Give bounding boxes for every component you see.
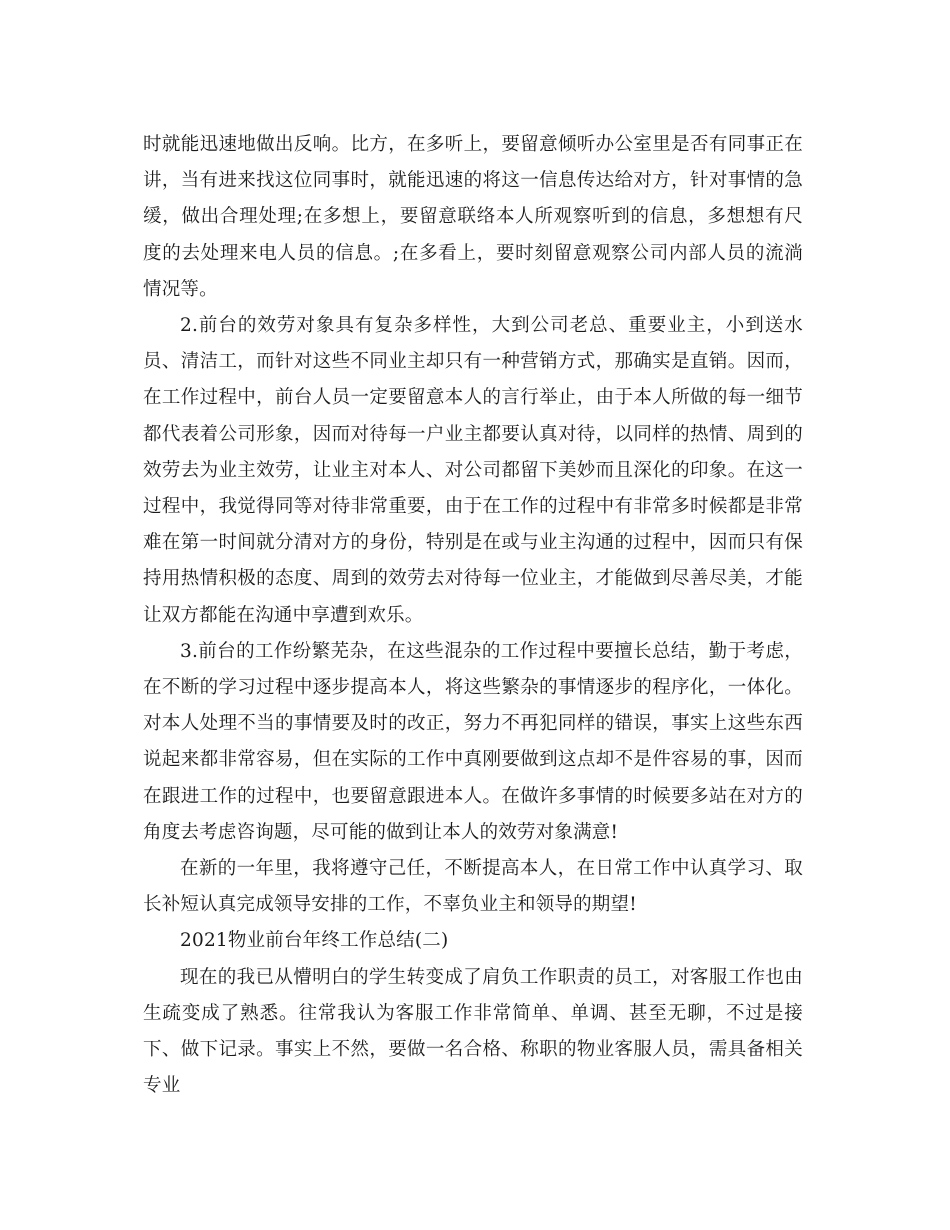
section-heading: 2021物业前台年终工作总结(二) xyxy=(180,930,449,952)
document-body xyxy=(143,127,803,1104)
paragraph-item-3: 3.前台的工作纷繁芜杂，在这些混杂的工作过程中要擅长总结，勤于考虑，在不断的学习过程中逐步提高本人，将这些繁杂的事情逐步的程序化，一体化。对本人处理不当的事情要及时的改正，努力不再犯同样的错误，事实上这些东西说起来都非常容易，但在实际的工作中真刚要做到这点却不是件容易的事，因而在跟进工作的过程中，也要留意跟进本人。在做许多事情的时候要多站在对方的角度去考虑咨询题，尽可能的做到让本人的效劳对象满意! xyxy=(143,640,803,843)
paragraph-continuation: 时就能迅速地做出反响。比方，在多听上，要留意倾听办公室里是否有同事正在讲，当有进来找这位同事时，就能迅速的将这一信息传达给对方，针对事情的急缓，做出合理处理;在多想上，要留意联络本人所观察听到的信息，多想想有尺度的去处理来电人员的信息。;在多看上，要时刻留意观察公司内部人员的流淌情况等。 xyxy=(143,134,803,300)
paragraph-new-year: 在新的一年里，我将遵守己任，不断提高本人，在日常工作中认真学习、取长补短认真完成领导安排的工作，不辜负业主和领导的期望! xyxy=(143,858,803,916)
paragraph-item-2: 2.前台的效劳对象具有复杂多样性，大到公司老总、重要业主，小到送水员、清洁工，而针对这些不同业主却只有一种营销方式，那确实是直销。因而，在工作过程中，前台人员一定要留意本人的言行举止，由于本人所做的每一细节都代表着公司形象，因而对待每一户业主都要认真对待，以同样的热情、周到的效劳去为业主效劳，让业主对本人、对公司都留下美妙而且深化的印象。在这一过程中，我觉得同等对待非常重要，由于在工作的过程中有非常多时候都是非常难在第一时间就分清对方的身份，特别是在或与业主沟通的过程中，因而只有保持用热情积极的态度、周到的效劳去对待每一位业主，才能做到尽善尽美，才能让双方都能在沟通中享遭到欢乐。 xyxy=(143,315,803,626)
paragraph-section-two-intro: 现在的我已从懵明白的学生转变成了肩负工作职责的员工，对客服工作也由生疏变成了熟悉。往常我认为客服工作非常简单、单调、甚至无聊，不过是接下、做下记录。事实上不然，要做一名合格、称职的物业客服人员，需具备相关专业 xyxy=(143,966,803,1097)
